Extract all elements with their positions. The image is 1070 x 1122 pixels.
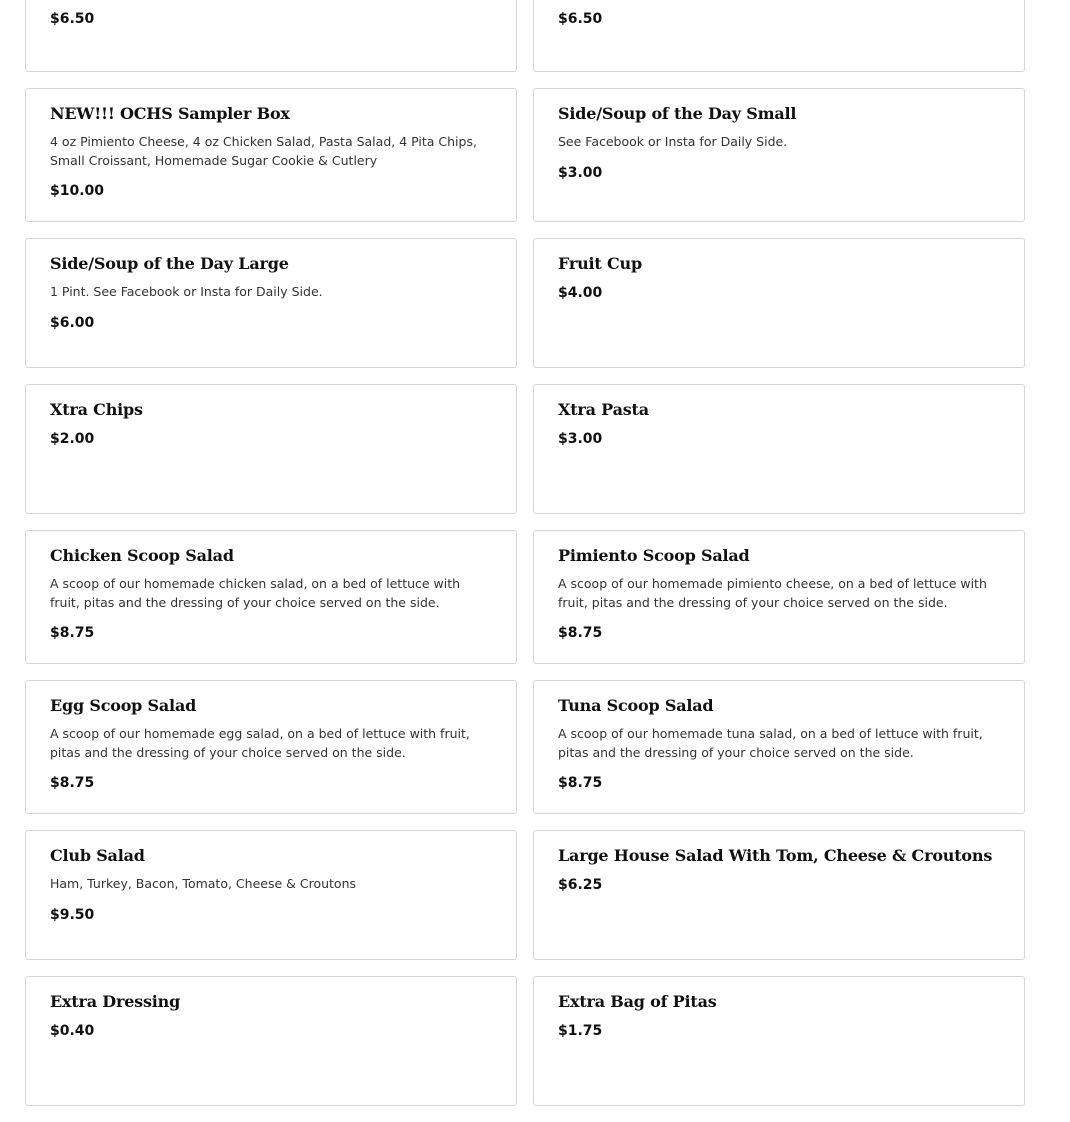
menu-item-price: $6.25 [558,877,603,893]
menu-item-card[interactable] [25,530,517,664]
menu-item-price: $9.50 [50,906,95,923]
menu-item-price: $8.75 [50,625,95,641]
menu-item-card[interactable] [25,384,517,514]
menu-item-title: Extra Dressing [50,992,181,1011]
menu-item-price: $3.00 [558,164,603,181]
menu-item-card[interactable] [533,680,1025,814]
menu-item-title: Pimiento Scoop Salad [558,546,750,565]
menu-item-price: $4.00 [558,285,603,301]
menu-item-description: Ham, Turkey, Bacon, Tomato, Cheese & Croutons [50,876,356,891]
menu-item-price: $6.00 [50,314,95,331]
menu-item-title: NEW!!! OCHS Sampler Box [50,104,290,123]
menu-item-description: A scoop of our homemade pimiento cheese, on a bed of lettuce with fruit, pitas and the dressing of your choice served on the side. [558,576,987,610]
menu-item-price: $8.75 [50,775,95,791]
menu-item-card[interactable] [25,680,517,814]
menu-item-description: 4 oz Pimiento Cheese, 4 oz Chicken Salad, Pasta Salad, 4 Pita Chips, Small Croissant, Homemade Sugar Cookie & Cutlery [50,134,477,168]
menu-item-title: Xtra Chips [50,400,143,419]
menu-item-title: Side/Soup of the Day Small [558,104,797,123]
menu-item-card[interactable] [25,88,517,222]
menu-item-title: Xtra Pasta [558,400,649,419]
menu-item-title: Chicken Scoop Salad [50,546,234,565]
menu-item-card[interactable] [533,530,1025,664]
menu-item-card[interactable] [25,238,517,368]
menu-item-price: $10.00 [50,183,105,199]
menu-item-title: Club Salad [50,846,145,865]
menu-item-card[interactable] [533,88,1025,222]
menu-item-description: 1 Pint. See Facebook or Insta for Daily Side. [50,284,323,299]
menu-item-title: Large House Salad With Tom, Cheese & Croutons [558,846,993,865]
menu-item-card[interactable] [25,0,517,72]
menu-item-card[interactable] [533,384,1025,514]
menu-item-title: Extra Bag of Pitas [558,992,717,1011]
menu-item-title: Egg Scoop Salad [50,696,197,715]
menu-item-card[interactable] [533,0,1025,72]
menu-item-title: Side/Soup of the Day Large [50,254,289,273]
menu-item-card[interactable] [25,976,517,1106]
menu-item-card[interactable] [25,830,517,960]
menu-item-price: $6.50 [558,10,603,27]
menu-item-description: A scoop of our homemade tuna salad, on a bed of lettuce with fruit, pitas and the dressing of your choice served on the side. [558,726,983,760]
menu-item-price: $8.75 [558,775,603,791]
menu-item-price: $3.00 [558,431,603,447]
menu-item-description: A scoop of our homemade egg salad, on a bed of lettuce with fruit, pitas and the dressing of your choice served on the side. [50,726,470,760]
menu-item-title: Tuna Scoop Salad [558,696,714,715]
menu-item-grid [25,0,1025,1122]
menu-item-price: $6.50 [50,10,95,27]
menu-item-title: Fruit Cup [558,254,642,273]
menu-item-description: See Facebook or Insta for Daily Side. [558,134,788,149]
menu-item-price: $8.75 [558,625,603,641]
menu-item-card[interactable] [533,830,1025,960]
menu-item-card[interactable] [533,976,1025,1106]
menu-item-price: $0.40 [50,1023,95,1039]
menu-item-card[interactable] [533,238,1025,368]
menu-item-description: A scoop of our homemade chicken salad, on a bed of lettuce with fruit, pitas and the dressing of your choice served on the side. [50,576,461,610]
menu-item-price: $2.00 [50,431,95,447]
menu-item-price: $1.75 [558,1023,603,1039]
